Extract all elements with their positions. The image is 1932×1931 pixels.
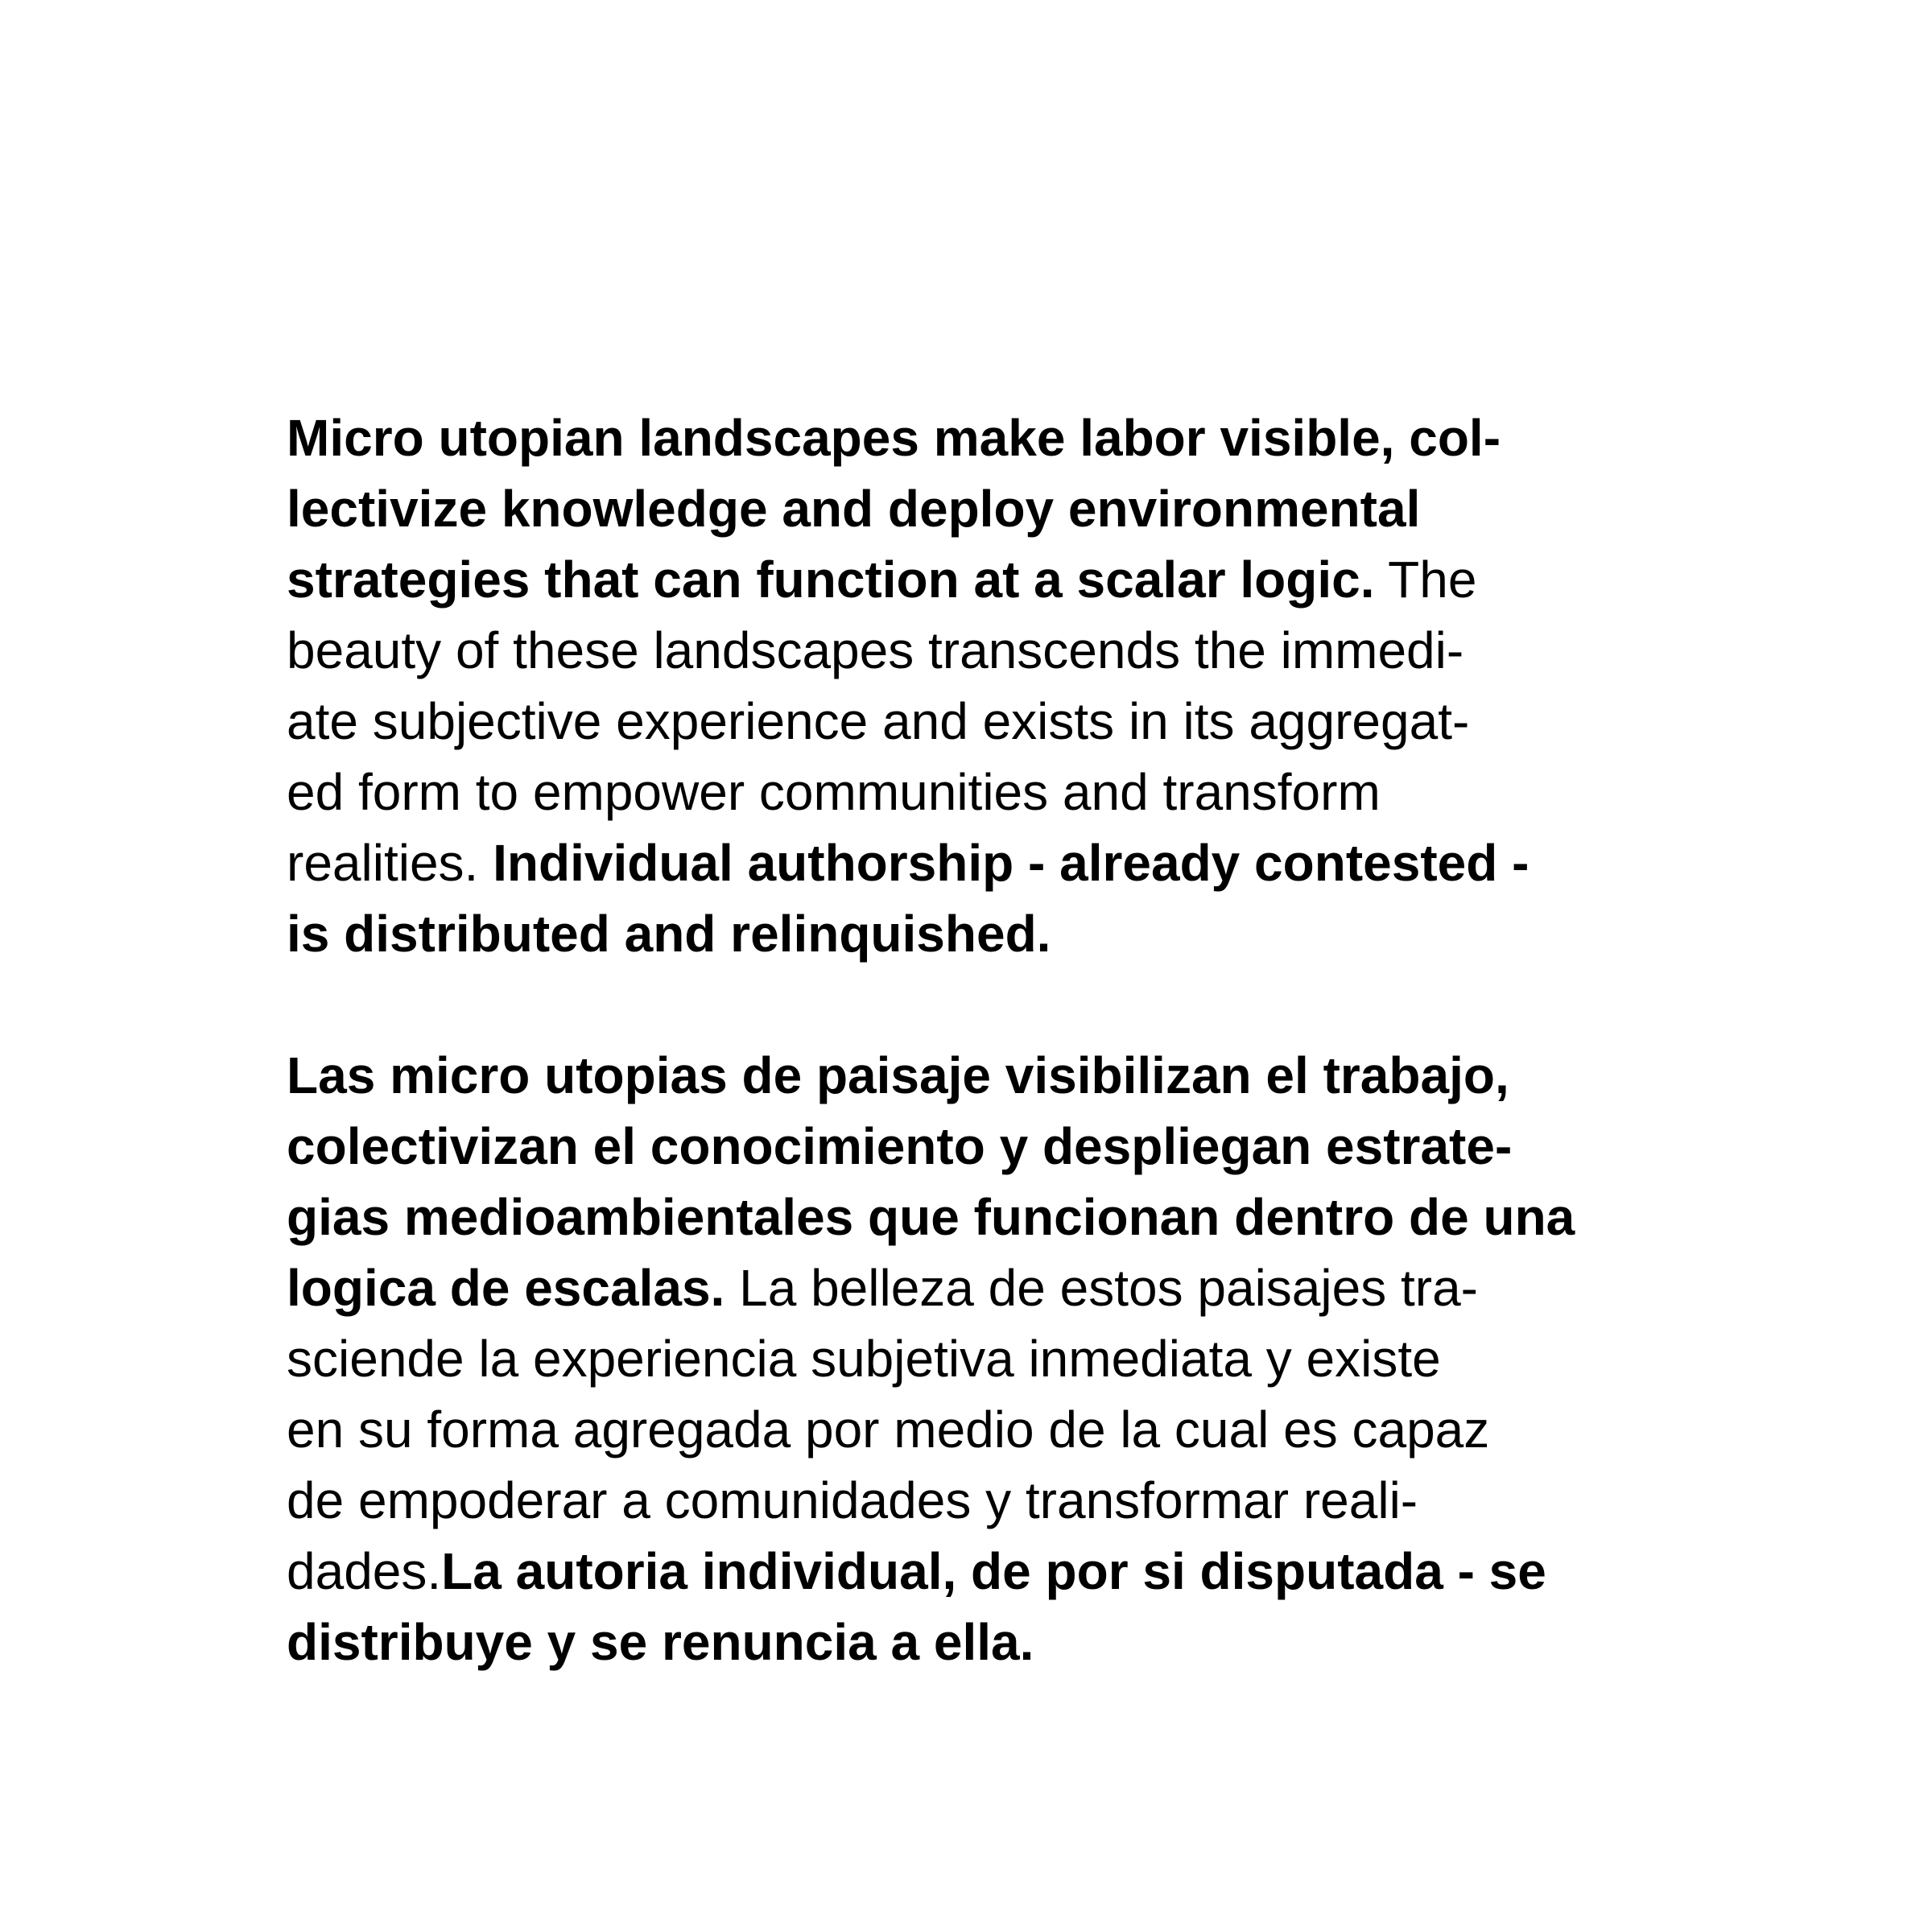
spanish-line-8 (287, 1536, 1703, 1607)
text-run: ed form to empower communities and transform (287, 763, 1381, 821)
spanish-line-3 (287, 1182, 1703, 1252)
text-run: ate subjective experience and exists in its aggregat- (287, 692, 1470, 750)
text-run: en su forma agregada por medio de la cual es capaz (287, 1401, 1490, 1459)
text-run: is distributed and relinquished. (287, 905, 1051, 963)
spanish-line-5 (287, 1323, 1703, 1394)
text-run: La autoria individual, de por si disputada - se (441, 1542, 1546, 1600)
text-run: logica de escalas. (287, 1259, 725, 1317)
spanish-line-2 (287, 1111, 1703, 1182)
text-run: realities. (287, 834, 493, 892)
text-run: The (1374, 551, 1477, 609)
paragraph-gap (287, 969, 1703, 1040)
spanish-line-1 (287, 1040, 1703, 1111)
text-run: dades. (287, 1542, 442, 1600)
english-line-6 (287, 757, 1703, 827)
english-line-1 (287, 402, 1703, 473)
text-run: lectivize knowledge and deploy environmental (287, 480, 1421, 538)
text-run: beauty of these landscapes transcends the immedi- (287, 621, 1464, 679)
text-run: distribuye y se renuncia a ella. (287, 1613, 1034, 1671)
text-run: La belleza de estos paisajes tra- (724, 1259, 1478, 1317)
text-run: Las micro utopias de paisaje visibilizan el trabajo, (287, 1046, 1509, 1104)
english-line-3 (287, 544, 1703, 615)
english-line-7 (287, 827, 1703, 898)
text-run: strategies that can function at a scalar logic. (287, 551, 1375, 609)
english-line-4 (287, 615, 1703, 686)
spanish-line-4 (287, 1252, 1703, 1323)
text-run: sciende la experiencia subjetiva inmediata y existe (287, 1330, 1441, 1388)
text-run: de empoderar a comunidades y transformar reali- (287, 1471, 1418, 1529)
text-block (287, 402, 1703, 1677)
text-run: gias medioambientales que funcionan dentro de una (287, 1188, 1575, 1246)
text-run: Micro utopian landscapes make labor visible, col- (287, 409, 1501, 467)
spanish-line-9 (287, 1607, 1703, 1677)
spanish-paragraph (287, 1040, 1703, 1677)
text-run: colectivizan el conocimiento y despliegan estrate- (287, 1117, 1513, 1175)
spanish-line-6 (287, 1394, 1703, 1465)
english-line-8 (287, 898, 1703, 969)
english-line-5 (287, 686, 1703, 757)
english-line-2 (287, 473, 1703, 544)
spanish-line-7 (287, 1465, 1703, 1536)
text-run: Individual authorship - already contested - (493, 834, 1530, 892)
english-paragraph (287, 402, 1703, 969)
